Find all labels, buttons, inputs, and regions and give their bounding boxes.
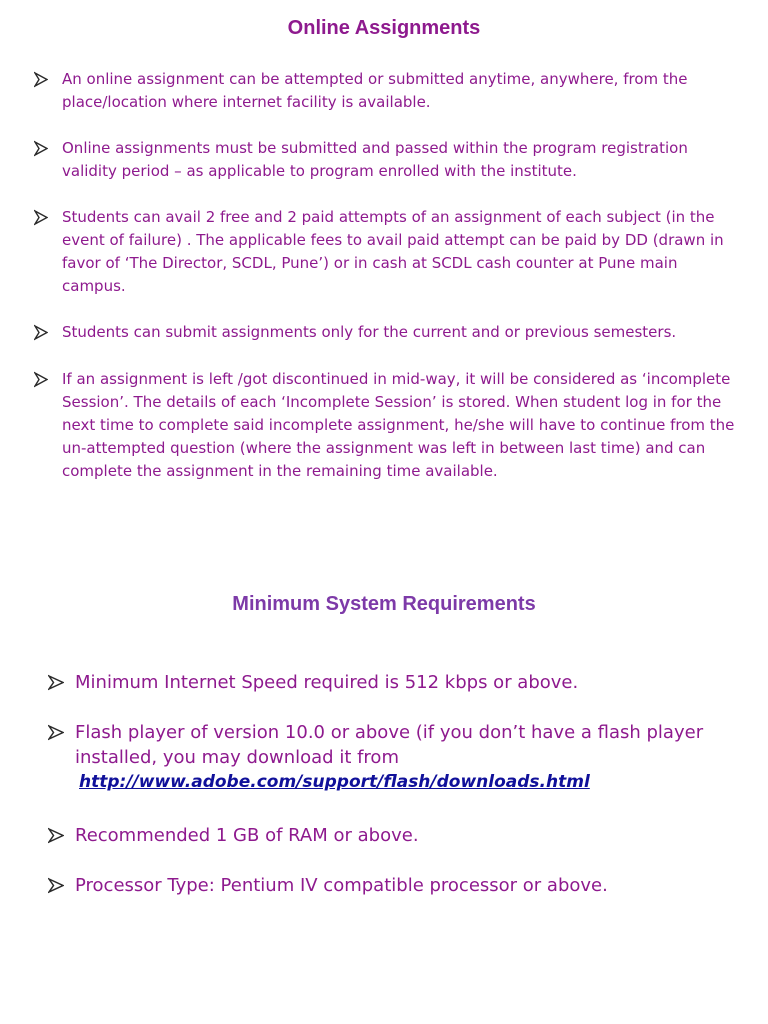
list-item [48, 720, 760, 795]
section-title: Minimum System Requirements [232, 593, 536, 615]
list-item-text: Processor Type: Pentium IV compatible processor or above. [75, 875, 608, 896]
page-title: Online Assignments [287, 17, 481, 39]
list-item [48, 670, 760, 695]
list-item-text: An online assignment can be attempted or submitted anytime, anywhere, from the place/location where internet facility is available. [62, 70, 688, 111]
list-item-text: Online assignments must be submitted and passed within the program registration validity period – as applicable to program enrolled with the institute. [62, 139, 688, 180]
list-item [34, 68, 744, 114]
flash-download-link[interactable]: http://www.adobe.com/support/flash/downloads.html [79, 772, 590, 792]
arrow-bullet-icon [48, 720, 64, 745]
list-item [34, 137, 744, 183]
list-item [34, 206, 744, 298]
list-item-text: Recommended 1 GB of RAM or above. [75, 825, 419, 846]
arrow-bullet-icon [48, 873, 64, 898]
arrow-bullet-icon [34, 321, 48, 344]
arrow-bullet-icon [48, 670, 64, 695]
list-item [34, 321, 744, 344]
arrow-bullet-icon [34, 68, 48, 91]
arrow-bullet-icon [34, 368, 48, 391]
arrow-bullet-icon [34, 137, 48, 160]
arrow-bullet-icon [48, 823, 64, 848]
list-item-text: If an assignment is left /got discontinued in mid-way, it will be considered as ‘incomplete Session’. The details of each ‘Incomplete Session’ is stored. When student log in for the next time to complete said incomplete assignment, he/she will have to continue from the un-attempted question (where the assignment was left in between last time) and can complete the assignment in the remaining time available. [62, 370, 735, 480]
list-item-text: Students can submit assignments only for the current and or previous semesters. [62, 323, 677, 341]
list-item [48, 823, 760, 848]
list-item-text: Flash player of version 10.0 or above (if you don’t have a flash player installed, you may download it from [75, 722, 704, 768]
list-item-text: Minimum Internet Speed required is 512 kbps or above. [75, 672, 579, 693]
list-item [48, 873, 760, 898]
list-item-text: Students can avail 2 free and 2 paid attempts of an assignment of each subject (in the event of failure) . The applicable fees to avail paid attempt can be paid by DD (drawn in favor of ‘The Director, SCDL, Pune’) or in cash at SCDL cash counter at Pune main campus. [62, 208, 724, 295]
arrow-bullet-icon [34, 206, 48, 229]
list-item [34, 368, 744, 483]
